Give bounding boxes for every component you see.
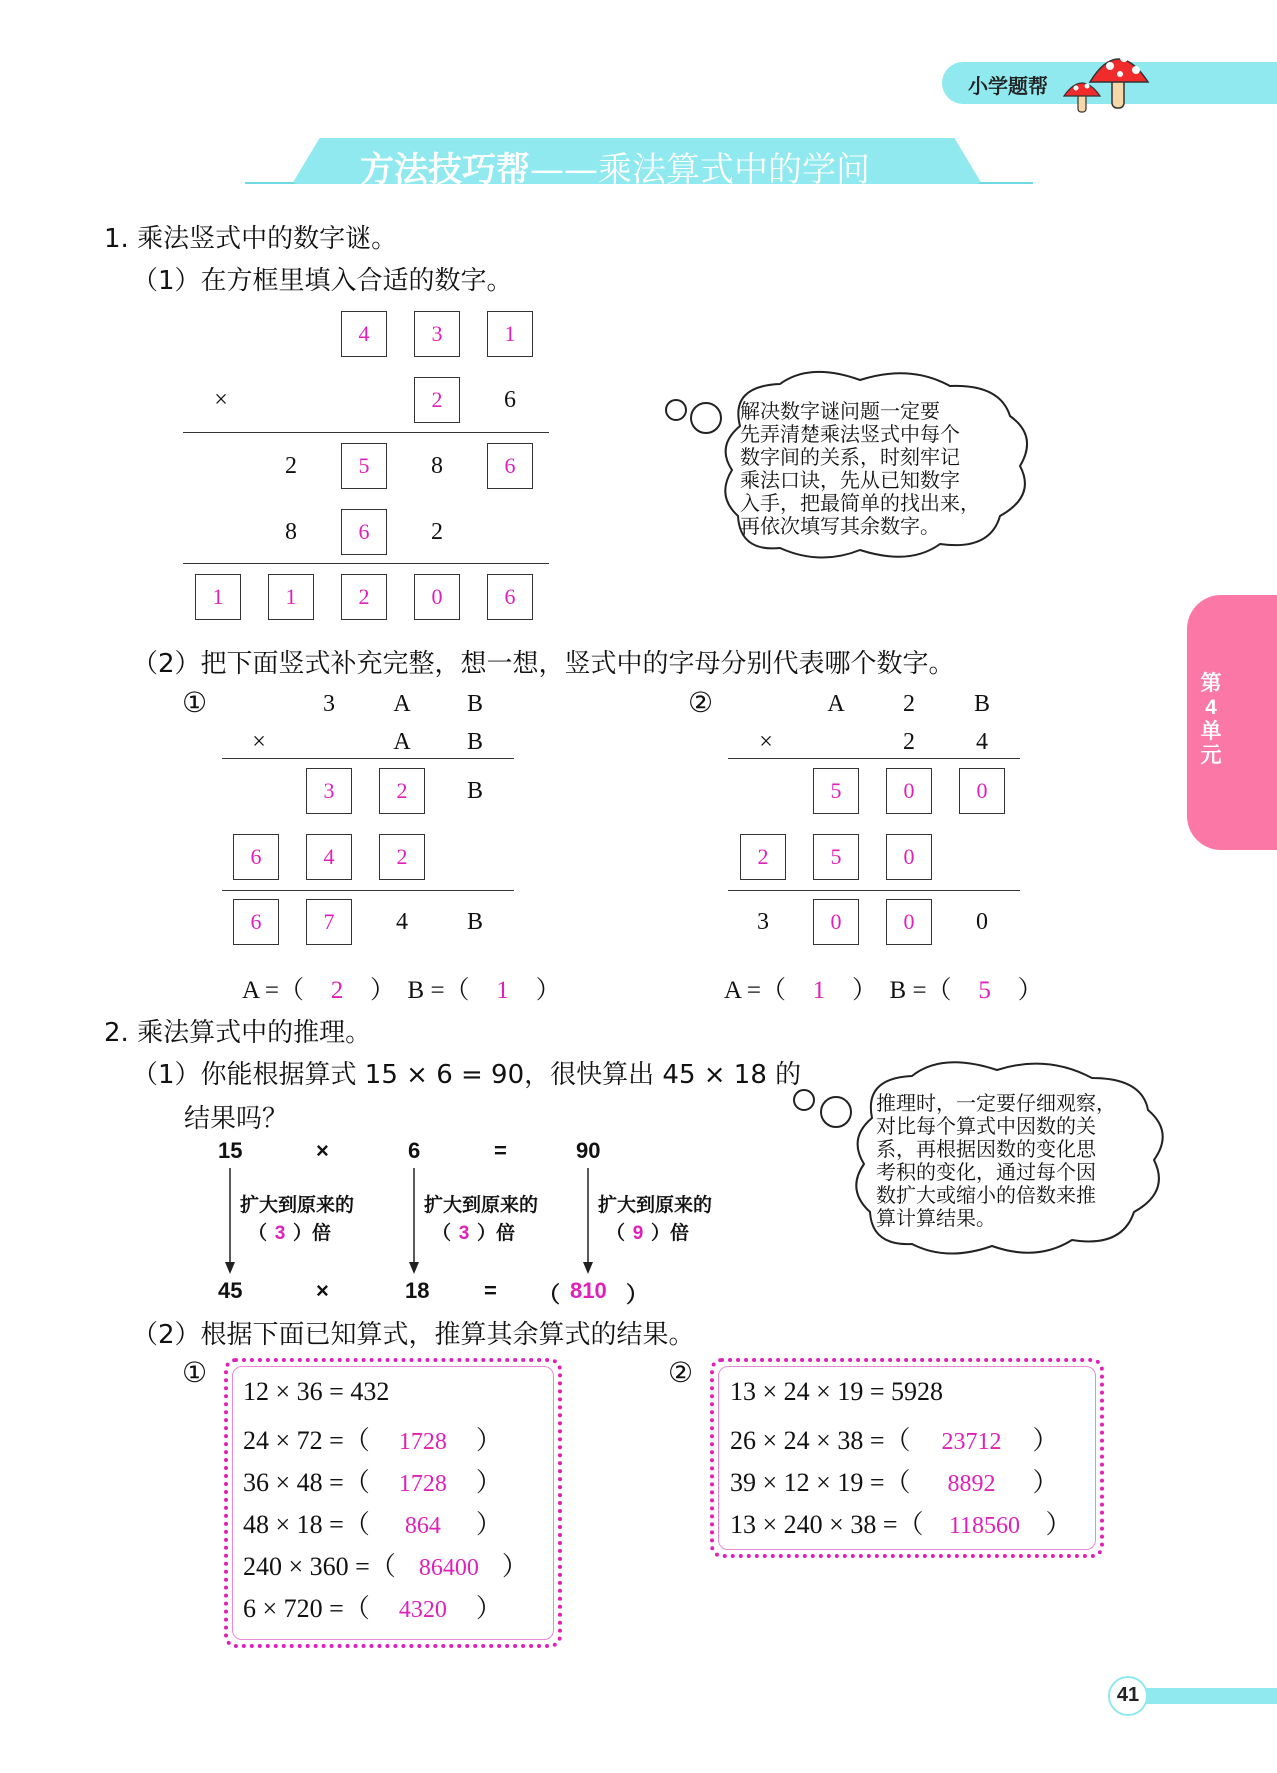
answer-line-b: A =（ 1 ） B =（ 5 ） [724,977,1043,1004]
digit: 2 [431,518,443,545]
answer-value[interactable]: 1 [496,977,509,1004]
item-label: ① [182,688,208,719]
answer-box[interactable]: 4 [341,311,387,357]
equals-sign: = [494,1138,507,1163]
digit: B [466,908,483,935]
tip-text-1: 解决数字谜问题一定要 先弄清楚乘法竖式中每个 数字间的关系，时刻牢记 乘法口诀，先从已知数字 入手，把最简单的找出来， 再依次填写其余数字。 [740,399,980,538]
answer-box[interactable]: 6 [233,899,279,945]
q2-p1-title-line2: 结果吗？ [184,1104,289,1134]
arrow-label: 扩大到原来的 [598,1195,713,1216]
answer-line-a: A =（ 2 ） B =（ 1 ） [242,977,561,1004]
factor: 45 [218,1278,243,1303]
answer-value[interactable]: 810 [570,1278,607,1303]
digit: A [827,690,845,717]
answer-value[interactable]: 118560 [948,1513,1021,1539]
digit: A [393,728,411,755]
down-arrow [582,1168,594,1274]
answer-box[interactable]: 5 [341,443,387,489]
times-sign: × [316,1278,329,1303]
answer-value[interactable]: 1728 [398,1429,447,1455]
divider [183,563,549,564]
answer-box[interactable]: 1 [268,574,314,620]
given-equation: 12 × 36 = 432 [243,1377,390,1406]
digit: B [973,690,990,717]
digit: 2 [285,452,297,479]
arrow-factor: （ 3 ）倍 [432,1223,516,1244]
list-item: 48 × 18 =（ 864 ） [243,1510,502,1539]
answer-box[interactable]: 5 [813,768,859,814]
digit: 2 [903,690,915,717]
answer-box[interactable]: 5 [813,834,859,880]
answer-value[interactable]: 1 [812,977,826,1004]
tip-text-2: 推理时，一定要仔细观察， 对比每个算式中因数的关 系，再根据因数的变化思 考积的变化，通过每个因 数扩大或缩小的倍数来推 算计算结果。 [876,1091,1116,1230]
arrow-label: 扩大到原来的 [240,1195,355,1216]
list-item: 13 × 240 × 38 =（ 118560 ） [730,1510,1072,1539]
answer-box[interactable]: 0 [813,899,859,945]
list-item: 36 × 48 =（ 1728 ） [243,1468,502,1497]
down-arrow [224,1168,236,1274]
page-number-bar [1140,1688,1277,1704]
digit: B [466,777,483,804]
answer-value[interactable]: 86400 [418,1555,479,1581]
q1-p1-title: （1）在方框里填入合适的数字。 [132,266,513,296]
banner-title: 方法技巧帮——乘法算式中的学问 [360,150,870,190]
paren: ） [626,1282,649,1307]
mushroom-icon [1060,44,1152,116]
digit: 3 [757,908,769,935]
arrow-factor: （ 9 ）倍 [606,1223,690,1244]
answer-box[interactable]: 0 [959,768,1005,814]
answer-box[interactable]: 2 [341,574,387,620]
digit: 6 [504,386,516,413]
q1-title: 1. 乘法竖式中的数字谜。 [104,224,398,254]
given-equation: 13 × 24 × 19 = 5928 [730,1377,943,1406]
q1-p2-title: （2）把下面竖式补充完整，想一想，竖式中的字母分别代表哪个数字。 [132,649,955,679]
digit: 8 [431,452,443,479]
item-label: ② [688,688,714,719]
divider [728,890,1020,891]
answer-box[interactable]: 6 [341,509,387,555]
answer-box[interactable]: 7 [306,899,352,945]
digit: 3 [323,690,335,717]
times-sign: × [759,728,773,755]
answer-value[interactable]: 1728 [398,1471,447,1497]
times-sign: × [214,386,228,413]
divider [222,758,514,759]
q2-p1-title-line1: （1）你能根据算式 15 × 6 = 90，很快算出 45 × 18 的 [132,1060,802,1090]
digit: 4 [396,908,408,935]
answer-box[interactable]: 2 [414,377,460,423]
factor: 15 [218,1138,243,1163]
equals-sign: = [484,1278,497,1303]
answer-box[interactable]: 2 [379,768,425,814]
factor: 18 [405,1278,430,1303]
answer-value[interactable]: 5 [978,977,991,1004]
answer-box[interactable]: 6 [487,574,533,620]
answer-value[interactable]: 8892 [947,1471,996,1497]
answer-box[interactable]: 6 [487,443,533,489]
product: 90 [576,1138,601,1163]
item-label: ① [182,1358,208,1389]
times-sign: × [316,1138,329,1163]
page-number: 41 [1116,1684,1140,1706]
answer-box[interactable]: 2 [740,834,786,880]
list-item: 24 × 72 =（ 1728 ） [243,1426,502,1455]
answer-box[interactable]: 1 [195,574,241,620]
q2-p2-title: （2）根据下面已知算式，推算其余算式的结果。 [132,1320,695,1350]
arrow-factor: （ 3 ）倍 [248,1223,332,1244]
list-item: 39 × 12 × 19 =（ 8892 ） [730,1468,1059,1497]
list-item: 240 × 360 =（ 86400 ） [243,1552,528,1581]
answer-box[interactable]: 0 [886,768,932,814]
digit: 4 [976,728,988,755]
answer-box[interactable]: 1 [487,311,533,357]
header-brand: 小学题帮 [968,76,1048,98]
q2-title: 2. 乘法算式中的推理。 [104,1018,372,1048]
answer-value[interactable]: 864 [404,1513,441,1539]
divider [222,890,514,891]
paren: （ [538,1282,561,1307]
answer-box[interactable]: 3 [306,768,352,814]
divider [728,758,1020,759]
digit: 0 [976,908,988,935]
digit: 8 [285,518,297,545]
divider [183,432,549,433]
unit-label: 第 4 单 元 [1200,672,1222,767]
answer-value[interactable]: 4320 [398,1597,447,1623]
answer-box[interactable]: 0 [414,574,460,620]
digit: 2 [903,728,915,755]
answer-box[interactable]: 4 [306,834,352,880]
digit: B [466,728,483,755]
digit: B [466,690,483,717]
answer-box[interactable]: 6 [233,834,279,880]
answer-value[interactable]: 2 [330,977,344,1004]
answer-box[interactable]: 3 [414,311,460,357]
times-sign: × [252,728,266,755]
answer-box[interactable]: 0 [886,899,932,945]
factor: 6 [408,1138,421,1163]
list-item: 6 × 720 =（ 4320 ） [243,1594,502,1623]
answer-value[interactable]: 23712 [941,1429,1002,1455]
down-arrow [408,1168,420,1274]
answer-box[interactable]: 0 [886,834,932,880]
digit: A [393,690,411,717]
list-item: 26 × 24 × 38 =（ 23712 ） [730,1426,1059,1455]
item-label: ② [668,1358,694,1389]
answer-box[interactable]: 2 [379,834,425,880]
arrow-label: 扩大到原来的 [424,1195,539,1216]
